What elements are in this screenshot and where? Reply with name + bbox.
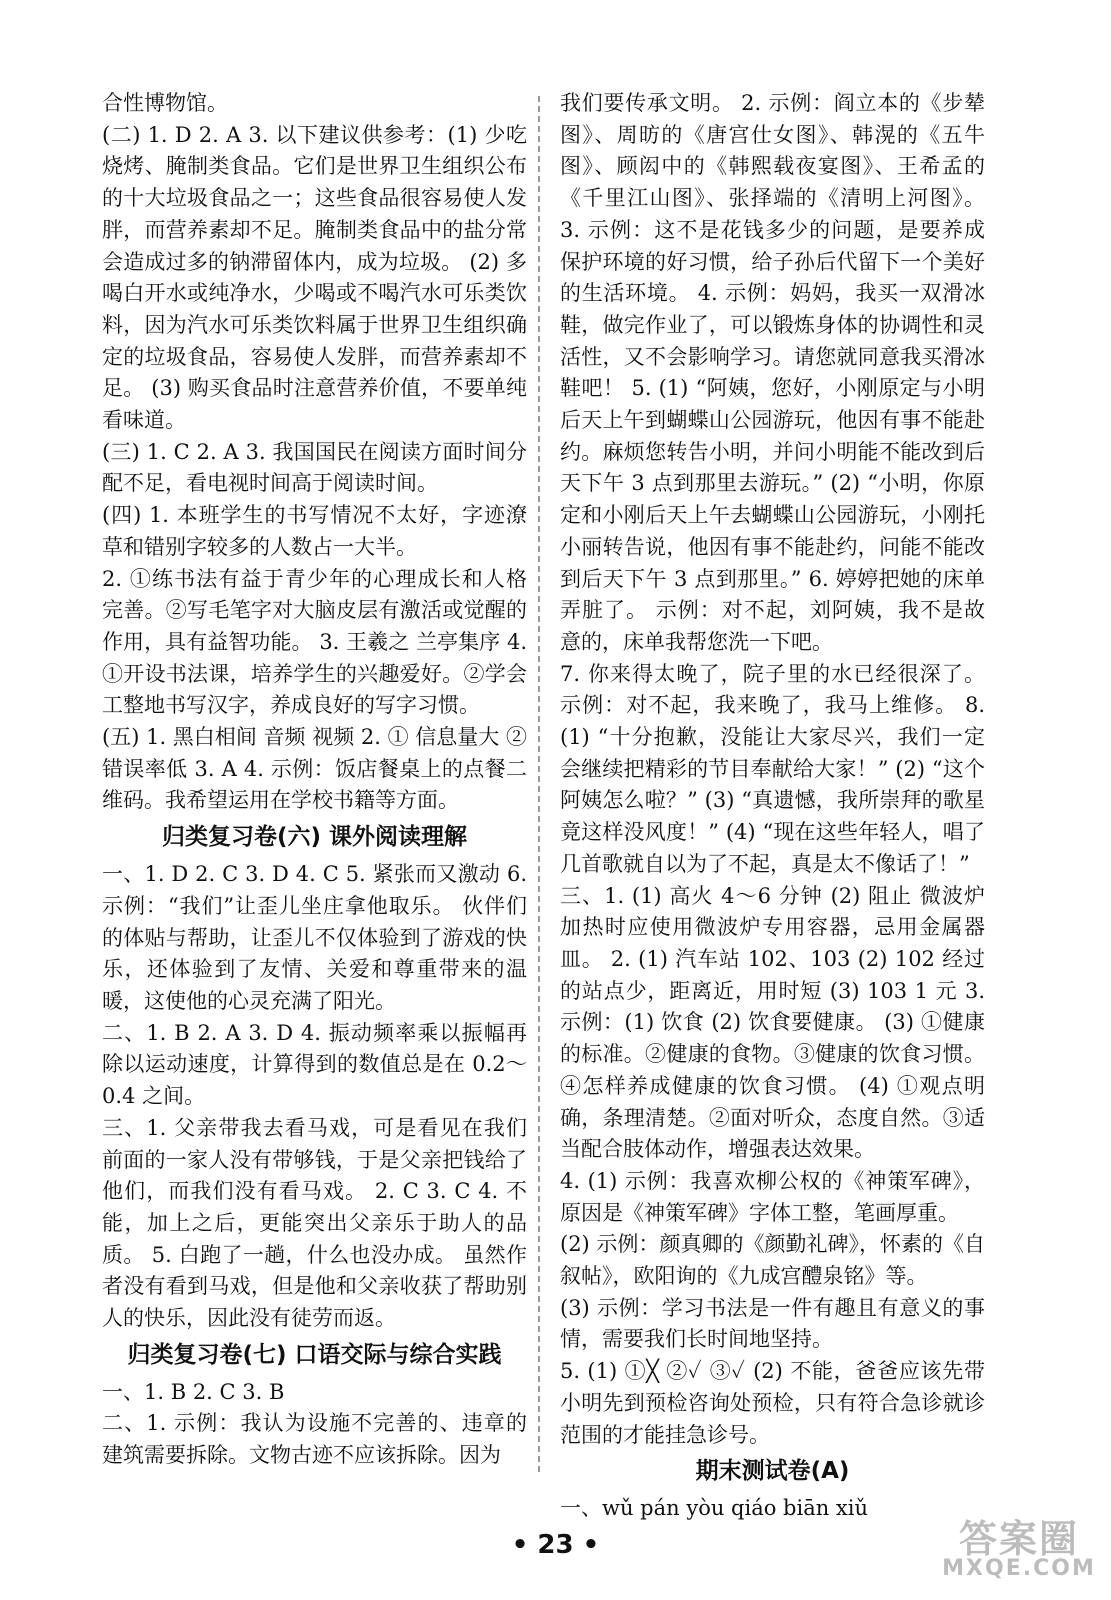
answer-paragraph: (二) 1. D 2. A 3. 以下建议供参考：(1) 少吃烧烤、腌制类食品。它们是世界卫生组织公布的十大垃圾食品之一；这些食品很容易使人发胖，而营养素却不足。腌制类食品中的盐分常会造成过多的钠滞留体内，成为垃圾。 (2) 多喝白开水或纯净水，少喝或不喝汽水可乐类饮料，因为汽水可乐类饮料属于世界卫生组织确定的垃圾食品，容易使人发胖，而营养素却不足。 (3) 购买食品时注意营养价值，不要单纯看味道。	[102, 122, 527, 433]
answer-paragraph: 我们要传承文明。 2. 示例：阎立本的《步辇图》、周昉的《唐宫仕女图》、韩滉的《五牛图》、顾闳中的《韩熙载夜宴图》、王希孟的《千里江山图》、张择端的《清明上河图》。 3. 示例：这不是花钱多少的问题，是要养成保护环境的好习惯，给子孙后代留下一个美好的生活环境。 4. 示例：妈妈，我买一双滑冰鞋，做完作业了，可以锻炼身体的协调性和灵活性，又不会影响学习。请您就同意我买滑冰鞋吧！ 5. (1) “阿姨，您好，小刚原定与小明后天上午到蝴蝶山公园游玩，他因有事不能赴约。麻烦您转告小明，并问小明能不能改到后天下午 3 点到那里去游玩。” (2) “小明，你原定和小刚后天上午去蝴蝶山公园游玩，小刚托小丽转告说，他因有事不能赴约，问能不能改到后天下午 3 点到那里。” 6. 婷婷把她的床单弄脏了。 示例：对不起，刘阿姨，我不是故意的，床单我帮您洗一下吧。	[560, 91, 985, 654]
left-column-content	[102, 88, 527, 1472]
answer-paragraph: (四) 1. 本班学生的书写情况不太好，字迹潦草和错别字较多的人数占一大半。	[102, 503, 527, 559]
answer-paragraph: (三) 1. C 2. A 3. 我国国民在阅读方面时间分配不足，看电视时间高于阅读时间。	[102, 439, 527, 496]
watermark-logo	[939, 1500, 1099, 1590]
answer-paragraph: 二、1. 示例：我认为设施不完善的、违章的建筑需要拆除。文物古迹不应该拆除。因为	[102, 1411, 527, 1468]
answer-paragraph: 三、1. 父亲带我去看马戏，可是看见在我们前面的一家人没有带够钱，于是父亲把钱给了他们，而我们没有看马戏。 2. C 3. C 4. 不能，加上之后，更能突出父亲乐于助人的品质。 5. 白跑了一趟，什么也没办成。 虽然作者没有看到马戏，但是他和父亲收获了帮助别人的快乐，因此没有徒劳而返。	[102, 1115, 527, 1331]
right-column-content	[560, 88, 985, 1525]
answer-paragraph: (五) 1. 黑白相间 音频 视频 2. ① 信息量大 ②错误率低 3. A 4. 示例：饭店餐桌上的点餐二维码。我希望运用在学校书籍等方面。	[102, 725, 527, 813]
left-column	[102, 88, 527, 1472]
answer-paragraph: 合性博物馆。	[102, 91, 228, 115]
answer-paragraph: 一、1. B 2. C 3. B	[102, 1379, 285, 1404]
answer-paragraph: 三、1. (1) 高火 4～6 分钟 (2) 阻止 微波炉加热时应使用微波炉专用容器，忌用金属器皿。 2. (1) 汽车站 102、103 (2) 102 经过的站点少，距离近，用时短 (3) 103 1 元 3. 示例：(1) 饮食 (2) 饮食要健康。 (3) ①健康的标准。②健康的食物。③健康的饮食习惯。④怎样养成健康的饮食习惯。 (4) ①观点明确，条理清楚。②面对听众，态度自然。③适当配合肢体动作，增强表达效果。	[560, 883, 985, 1162]
answer-paragraph: 一、1. D 2. C 3. D 4. C 5. 紧张而又激动 6. 示例：“我们”让歪儿坐庄拿他取乐。 伙伴们的体贴与帮助，让歪儿不仅体验到了游戏的快乐，还体验到了友情、关爱和尊重带来的温暖，这使他的心灵充满了阳光。	[102, 862, 527, 1013]
answer-paragraph: 7. 你来得太晚了，院子里的水已经很深了。 示例：对不起，我来晚了，我马上维修。 8. (1) “十分抱歉，没能让大家尽兴，我们一定会继续把精彩的节目奉献给大家！” (2) “这个阿姨怎么啦？” (3) “真遗憾，我所崇拜的歌星竟这样没风度！” (4) “现在这些年轻人，唱了几首歌就自以为了不起，真是太不像话了！”	[560, 661, 985, 876]
column-divider	[538, 96, 540, 1472]
watermark-url: MXQE.COM	[942, 1556, 1096, 1581]
section-heading: 期末测试卷(A)	[695, 1458, 850, 1485]
answer-paragraph: 5. (1) ①╳ ②✓ ③✓ (2) 不能，爸爸应该先带小明先到预检咨询处预检，只有符合急诊就诊范围的才能挂急诊号。	[560, 1359, 985, 1447]
section-heading: 归类复习卷(六) 课外阅读理解	[161, 824, 468, 851]
answer-paragraph: 二、1. B 2. A 3. D 4. 振动频率乘以振幅再除以运动速度，计算得到的数值总是在 0.2～0.4 之间。	[102, 1020, 527, 1109]
answer-paragraph: (2) 示例：颜真卿的《颜勤礼碑》，怀素的《自叙帖》，欧阳询的《九成宫醴泉铭》等。	[560, 1232, 985, 1289]
answer-paragraph: (3) 示例：学习书法是一件有趣且有意义的事情，需要我们长时间地坚持。	[560, 1295, 985, 1352]
section-heading: 归类复习卷(七) 口语交际与综合实践	[127, 1341, 502, 1368]
answer-paragraph: 4. (1) 示例：我喜欢柳公权的《神策军碑》，原因是《神策军碑》字体工整，笔画厚重。	[560, 1168, 985, 1225]
answer-paragraph: 一、wǔ pán yòu qiáo biān xiǔ	[560, 1496, 869, 1521]
answer-paragraph: 2. ①练书法有益于青少年的心理成长和人格完善。②写毛笔字对大脑皮层有激活或觉醒的作用，具有益智功能。 3. 王羲之 兰亭集序 4. ①开设书法课，培养学生的兴趣爱好。②学会工整地书写汉字，养成良好的写字习惯。	[102, 566, 527, 718]
right-column	[560, 88, 985, 1525]
page-number: • 23 •	[511, 1530, 600, 1560]
watermark-title: 答案圈	[958, 1517, 1079, 1561]
